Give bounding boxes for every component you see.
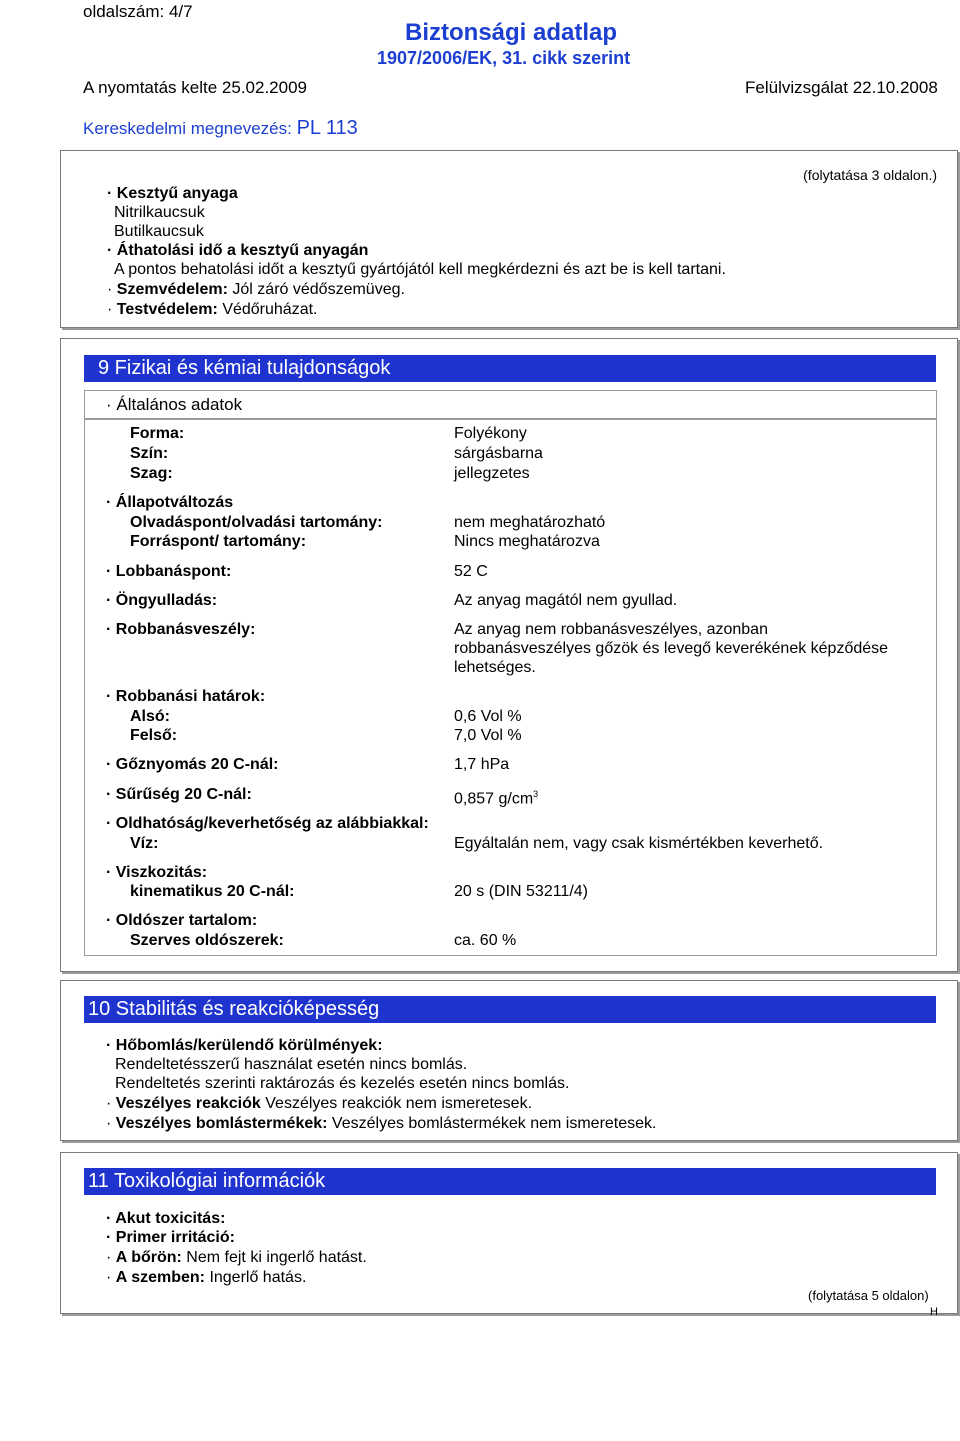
decomposition-text-1: Rendeltetésszerű használat esetén nincs bomlás.	[115, 1056, 468, 1073]
trade-name-row	[83, 117, 358, 140]
document-title: Biztonsági adatlap	[405, 19, 618, 46]
organic-solvents-value: ca. 60 %	[454, 932, 517, 949]
glove-material-heading: · Kesztyű anyaga	[107, 185, 238, 202]
explosion-hazard-value-3: lehetséges.	[454, 659, 536, 676]
decomposition-text-2: Rendeltetés szerinti raktározás és kezelés esetén nincs bomlás.	[115, 1075, 570, 1092]
penetration-heading: · Áthatolási idő a kesztyű anyagán	[107, 242, 369, 259]
explosion-hazard-value-2: robbanásveszélyes gőzök és levegő keverékének képződése	[454, 640, 889, 657]
lower-limit-value: 0,6 Vol %	[454, 708, 522, 725]
kinematic-value: 20 s (DIN 53211/4)	[454, 883, 588, 900]
organic-solvents-label: Szerves oldószerek:	[130, 932, 284, 949]
explosion-limits-heading: · Robbanási határok:	[106, 688, 266, 705]
flash-point-label: · Lobbanáspont:	[106, 563, 232, 580]
in-eye: · A szemben: Ingerlő hatás.	[106, 1269, 307, 1286]
melting-label: Olvadáspont/olvadási tartomány:	[130, 514, 383, 531]
eye-protection: · Szemvédelem: Jól záró védőszemüveg.	[107, 281, 405, 298]
viscosity-heading: · Viszkozitás:	[106, 864, 208, 881]
regulation-subtitle: 1907/2006/EK, 31. cikk szerint	[377, 48, 631, 68]
boiling-value: Nincs meghatározva	[454, 533, 600, 550]
acute-toxicity: · Akut toxicitás:	[106, 1210, 226, 1227]
form-value: Folyékony	[454, 425, 527, 442]
general-data-heading: · Általános adatok	[106, 395, 243, 414]
continued-note: (folytatása 3 oldalon.)	[803, 167, 937, 183]
section-8-box	[60, 150, 958, 328]
odor-value: jellegzetes	[454, 465, 530, 482]
color-label: Szín:	[130, 445, 169, 462]
decomposition-heading: · Hőbomlás/kerülendő körülmények:	[106, 1037, 383, 1054]
on-skin: · A bőrön: Nem fejt ki ingerlő hatást.	[106, 1249, 367, 1266]
dangerous-products: · Veszélyes bomlástermékek: Veszélyes bomlástermékek nem ismeretesek.	[106, 1115, 657, 1132]
body-protection: · Testvédelem: Védőruházat.	[107, 301, 318, 318]
form-label: Forma:	[130, 425, 185, 442]
color-value: sárgásbarna	[454, 445, 543, 462]
explosion-hazard-value-1: Az anyag nem robbanásveszélyes, azonban	[454, 621, 768, 638]
water-label: Víz:	[130, 835, 159, 852]
trade-name-label: Kereskedelmi megnevezés:	[83, 119, 292, 138]
glove-material-2: Butilkaucsuk	[114, 223, 204, 240]
penetration-text: A pontos behatolási időt a kesztyű gyártójától kell megkérdezni és azt be is kell tartani.	[114, 261, 726, 278]
kinematic-label: kinematikus 20 C-nál:	[130, 883, 295, 900]
self-ignition-label: · Öngyulladás:	[106, 592, 218, 609]
lower-limit-label: Alsó:	[130, 708, 170, 725]
flash-point-value: 52 C	[454, 563, 488, 580]
boiling-label: Forráspont/ tartomány:	[130, 533, 307, 550]
section-10-title: 10 Stabilitás és reakcióképesség	[84, 996, 936, 1023]
density-unit-superscript: 3	[533, 789, 539, 799]
revision-date: Felülvizsgálat 22.10.2008	[745, 78, 938, 97]
solubility-heading: · Oldhatóság/keverhetőség az alábbiakkal:	[106, 815, 429, 832]
melting-value: nem meghatározható	[454, 514, 606, 531]
page-number: oldalszám: 4/7	[83, 2, 193, 21]
solvent-content-heading: · Oldószer tartalom:	[106, 912, 258, 929]
state-change-heading: · Állapotváltozás	[106, 494, 234, 511]
dangerous-reactions: · Veszélyes reakciók Veszélyes reakciók nem ismeretesek.	[106, 1095, 533, 1112]
trade-name-value: PL 113	[296, 117, 358, 139]
language-marker: H	[930, 1306, 938, 1318]
water-value: Egyáltalán nem, vagy csak kismértékben keverhető.	[454, 835, 824, 852]
primary-irritation: · Primer irritáció:	[106, 1229, 235, 1246]
section-11-title: 11 Toxikológiai információk	[84, 1168, 936, 1195]
upper-limit-label: Felső:	[130, 727, 178, 744]
density-label: · Sűrűség 20 C-nál:	[106, 786, 252, 803]
density-value: 0,857 $g/cm^3$	[454, 789, 539, 808]
print-date: A nyomtatás kelte 25.02.2009	[83, 78, 307, 97]
continued-note-bottom: (folytatása 5 oldalon)	[808, 1288, 929, 1303]
odor-label: Szag:	[130, 465, 173, 482]
vapor-pressure-label: · Gőznyomás 20 C-nál:	[106, 756, 279, 773]
glove-material-1: Nitrilkaucsuk	[114, 204, 205, 221]
section-9-title: 9 Fizikai és kémiai tulajdonságok	[84, 355, 936, 382]
upper-limit-value: 7,0 Vol %	[454, 727, 522, 744]
self-ignition-value: Az anyag magától nem gyullad.	[454, 592, 678, 609]
vapor-pressure-value: 1,7 hPa	[454, 756, 510, 773]
explosion-hazard-label: · Robbanásveszély:	[106, 621, 256, 638]
